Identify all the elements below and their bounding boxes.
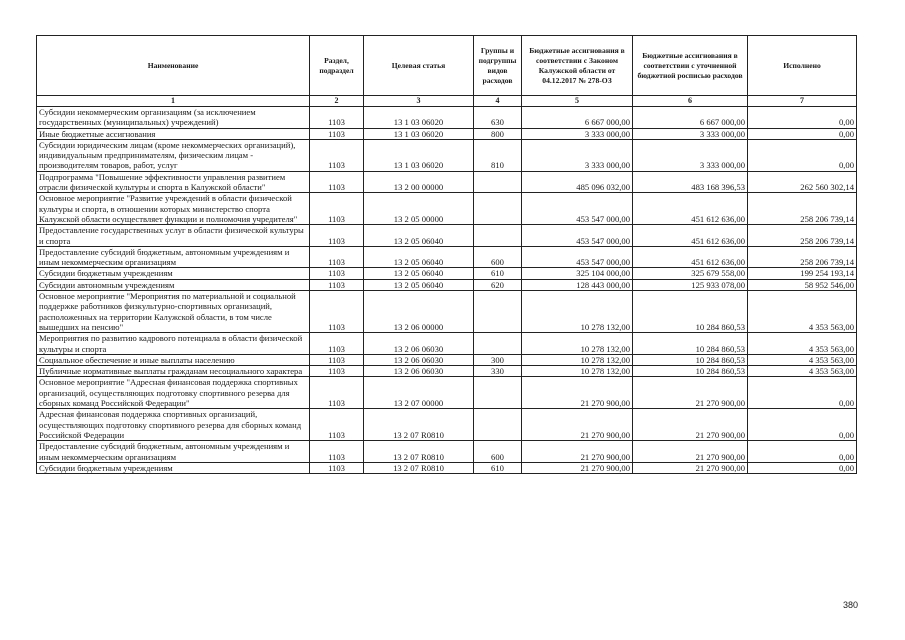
row-executed-amount: 258 206 739,14 bbox=[748, 225, 857, 247]
row-law-amount: 6 667 000,00 bbox=[522, 107, 633, 129]
header-law-allocations: Бюджетные ассигнования в соответствии с Законом Калужской области от 04.12.2017 № 278-ОЗ bbox=[522, 36, 633, 96]
row-roster-amount: 3 333 000,00 bbox=[633, 139, 748, 171]
row-expense-group: 610 bbox=[474, 268, 522, 279]
row-name: Подпрограмма "Повышение эффективности управления развитием отрасли физической культуры и спорта в Калужской области" bbox=[37, 171, 310, 193]
column-number: 6 bbox=[633, 96, 748, 107]
row-target-article: 13 2 05 06040 bbox=[364, 279, 474, 290]
column-number: 1 bbox=[37, 96, 310, 107]
column-number: 2 bbox=[310, 96, 364, 107]
row-section: 1103 bbox=[310, 377, 364, 409]
row-target-article: 13 1 03 06020 bbox=[364, 128, 474, 139]
table-row bbox=[37, 279, 857, 290]
row-target-article: 13 2 07 R0810 bbox=[364, 441, 474, 463]
row-name: Субсидии бюджетным учреждениям bbox=[37, 268, 310, 279]
row-executed-amount: 0,00 bbox=[748, 441, 857, 463]
row-target-article: 13 2 07 00000 bbox=[364, 377, 474, 409]
row-expense-group bbox=[474, 193, 522, 225]
row-executed-amount: 199 254 193,14 bbox=[748, 268, 857, 279]
row-name: Субсидии некоммерческим организациям (за исключением государственных (муниципальных) учреждений) bbox=[37, 107, 310, 129]
row-roster-amount: 21 270 900,00 bbox=[633, 409, 748, 441]
row-law-amount: 10 278 132,00 bbox=[522, 333, 633, 355]
row-roster-amount: 21 270 900,00 bbox=[633, 462, 748, 473]
row-section: 1103 bbox=[310, 354, 364, 365]
row-name: Мероприятия по развитию кадрового потенциала в области физической культуры и спорта bbox=[37, 333, 310, 355]
table-row bbox=[37, 409, 857, 441]
table-row bbox=[37, 441, 857, 463]
row-section: 1103 bbox=[310, 366, 364, 377]
header-row bbox=[37, 36, 857, 96]
row-target-article: 13 2 06 06030 bbox=[364, 333, 474, 355]
table-row bbox=[37, 462, 857, 473]
row-expense-group bbox=[474, 377, 522, 409]
row-section: 1103 bbox=[310, 441, 364, 463]
row-roster-amount: 483 168 396,53 bbox=[633, 171, 748, 193]
table-body bbox=[37, 107, 857, 474]
row-law-amount: 21 270 900,00 bbox=[522, 462, 633, 473]
row-executed-amount: 4 353 563,00 bbox=[748, 354, 857, 365]
row-law-amount: 10 278 132,00 bbox=[522, 366, 633, 377]
row-expense-group: 800 bbox=[474, 128, 522, 139]
row-section: 1103 bbox=[310, 225, 364, 247]
page-number: 380 bbox=[843, 600, 859, 610]
table-row bbox=[37, 225, 857, 247]
row-section: 1103 bbox=[310, 268, 364, 279]
row-law-amount: 453 547 000,00 bbox=[522, 225, 633, 247]
table-row bbox=[37, 139, 857, 171]
table-row bbox=[37, 268, 857, 279]
row-name: Предоставление государственных услуг в области физической культуры и спорта bbox=[37, 225, 310, 247]
row-law-amount: 3 333 000,00 bbox=[522, 139, 633, 171]
row-section: 1103 bbox=[310, 107, 364, 129]
header-roster-allocations: Бюджетные ассигнования в соответствии с уточненной бюджетной росписью расходов bbox=[633, 36, 748, 96]
row-executed-amount: 4 353 563,00 bbox=[748, 291, 857, 333]
row-law-amount: 453 547 000,00 bbox=[522, 246, 633, 268]
row-section: 1103 bbox=[310, 291, 364, 333]
row-expense-group bbox=[474, 225, 522, 247]
row-name: Основное мероприятие "Развитие учреждений в области физической культуры и спорта, в отношении которых министерство спорта Калужской области осуществляет функции и полномочия учредителя" bbox=[37, 193, 310, 225]
row-expense-group: 600 bbox=[474, 441, 522, 463]
row-expense-group bbox=[474, 171, 522, 193]
row-roster-amount: 21 270 900,00 bbox=[633, 441, 748, 463]
header-executed: Исполнено bbox=[748, 36, 857, 96]
row-expense-group: 610 bbox=[474, 462, 522, 473]
row-name: Предоставление субсидий бюджетным, автономным учреждениям и иным некоммерческим организациям bbox=[37, 441, 310, 463]
row-section: 1103 bbox=[310, 409, 364, 441]
table-row bbox=[37, 171, 857, 193]
row-expense-group bbox=[474, 333, 522, 355]
row-section: 1103 bbox=[310, 139, 364, 171]
row-executed-amount: 4 353 563,00 bbox=[748, 366, 857, 377]
row-executed-amount: 0,00 bbox=[748, 128, 857, 139]
row-expense-group bbox=[474, 291, 522, 333]
row-name: Субсидии бюджетным учреждениям bbox=[37, 462, 310, 473]
row-name: Адресная финансовая поддержка спортивных организаций, осуществляющих подготовку спортивного резерва для сборных команд Российской Федерации bbox=[37, 409, 310, 441]
table-row bbox=[37, 333, 857, 355]
row-target-article: 13 2 05 06040 bbox=[364, 225, 474, 247]
row-law-amount: 3 333 000,00 bbox=[522, 128, 633, 139]
row-expense-group: 300 bbox=[474, 354, 522, 365]
row-roster-amount: 21 270 900,00 bbox=[633, 377, 748, 409]
column-number-row bbox=[37, 96, 857, 107]
column-number: 3 bbox=[364, 96, 474, 107]
row-executed-amount: 0,00 bbox=[748, 409, 857, 441]
row-law-amount: 10 278 132,00 bbox=[522, 291, 633, 333]
row-expense-group: 330 bbox=[474, 366, 522, 377]
table-row bbox=[37, 366, 857, 377]
table-row bbox=[37, 291, 857, 333]
row-roster-amount: 10 284 860,53 bbox=[633, 354, 748, 365]
row-roster-amount: 451 612 636,00 bbox=[633, 246, 748, 268]
row-name: Публичные нормативные выплаты гражданам несоциального характера bbox=[37, 366, 310, 377]
row-target-article: 13 2 07 R0810 bbox=[364, 409, 474, 441]
row-law-amount: 21 270 900,00 bbox=[522, 377, 633, 409]
row-executed-amount: 0,00 bbox=[748, 107, 857, 129]
row-roster-amount: 325 679 558,00 bbox=[633, 268, 748, 279]
row-expense-group bbox=[474, 409, 522, 441]
row-section: 1103 bbox=[310, 462, 364, 473]
row-executed-amount: 262 560 302,14 bbox=[748, 171, 857, 193]
table-row bbox=[37, 107, 857, 129]
row-name: Основное мероприятие "Мероприятия по материальной и социальной поддержке работников физкультурно-спортивных организаций, расположенных на территории Калужской области, в том числе вышедших на пенсию" bbox=[37, 291, 310, 333]
row-target-article: 13 2 05 00000 bbox=[364, 193, 474, 225]
row-name: Социальное обеспечение и иные выплаты населению bbox=[37, 354, 310, 365]
row-executed-amount: 4 353 563,00 bbox=[748, 333, 857, 355]
row-roster-amount: 10 284 860,53 bbox=[633, 366, 748, 377]
row-executed-amount: 0,00 bbox=[748, 377, 857, 409]
row-roster-amount: 10 284 860,53 bbox=[633, 291, 748, 333]
column-number: 4 bbox=[474, 96, 522, 107]
row-law-amount: 21 270 900,00 bbox=[522, 409, 633, 441]
row-target-article: 13 2 06 06030 bbox=[364, 366, 474, 377]
row-roster-amount: 125 933 078,00 bbox=[633, 279, 748, 290]
row-section: 1103 bbox=[310, 128, 364, 139]
row-law-amount: 325 104 000,00 bbox=[522, 268, 633, 279]
row-expense-group: 630 bbox=[474, 107, 522, 129]
row-roster-amount: 451 612 636,00 bbox=[633, 225, 748, 247]
row-law-amount: 21 270 900,00 bbox=[522, 441, 633, 463]
row-roster-amount: 10 284 860,53 bbox=[633, 333, 748, 355]
row-target-article: 13 2 05 06040 bbox=[364, 268, 474, 279]
row-executed-amount: 58 952 546,00 bbox=[748, 279, 857, 290]
row-law-amount: 453 547 000,00 bbox=[522, 193, 633, 225]
header-section: Раздел, подраздел bbox=[310, 36, 364, 96]
row-executed-amount: 0,00 bbox=[748, 462, 857, 473]
row-name: Субсидии юридическим лицам (кроме некоммерческих организаций), индивидуальным предпринимателям, физическим лицам - производителям товаров, работ, услуг bbox=[37, 139, 310, 171]
row-name: Субсидии автономным учреждениям bbox=[37, 279, 310, 290]
row-section: 1103 bbox=[310, 171, 364, 193]
column-number: 7 bbox=[748, 96, 857, 107]
row-executed-amount: 258 206 739,14 bbox=[748, 246, 857, 268]
row-target-article: 13 2 06 06030 bbox=[364, 354, 474, 365]
row-name: Основное мероприятие "Адресная финансовая поддержка спортивных организаций, осуществляющих подготовку спортивного резерва для сборных команд Российской Федерации" bbox=[37, 377, 310, 409]
table-row bbox=[37, 354, 857, 365]
row-executed-amount: 0,00 bbox=[748, 139, 857, 171]
header-name: Наименование bbox=[37, 36, 310, 96]
budget-table-sheet bbox=[36, 35, 856, 474]
table-row bbox=[37, 377, 857, 409]
row-law-amount: 128 443 000,00 bbox=[522, 279, 633, 290]
row-section: 1103 bbox=[310, 279, 364, 290]
row-section: 1103 bbox=[310, 333, 364, 355]
row-section: 1103 bbox=[310, 193, 364, 225]
row-section: 1103 bbox=[310, 246, 364, 268]
column-number: 5 bbox=[522, 96, 633, 107]
row-expense-group: 600 bbox=[474, 246, 522, 268]
budget-execution-table bbox=[36, 35, 857, 474]
row-law-amount: 485 096 032,00 bbox=[522, 171, 633, 193]
row-expense-group: 810 bbox=[474, 139, 522, 171]
row-law-amount: 10 278 132,00 bbox=[522, 354, 633, 365]
row-target-article: 13 2 06 00000 bbox=[364, 291, 474, 333]
header-expense-groups: Группы и подгруппы видов расходов bbox=[474, 36, 522, 96]
row-expense-group: 620 bbox=[474, 279, 522, 290]
row-name: Предоставление субсидий бюджетным, автономным учреждениям и иным некоммерческим организациям bbox=[37, 246, 310, 268]
row-target-article: 13 2 05 06040 bbox=[364, 246, 474, 268]
header-target-article: Целевая статья bbox=[364, 36, 474, 96]
row-target-article: 13 2 00 00000 bbox=[364, 171, 474, 193]
row-roster-amount: 451 612 636,00 bbox=[633, 193, 748, 225]
row-name: Иные бюджетные ассигнования bbox=[37, 128, 310, 139]
row-target-article: 13 1 03 06020 bbox=[364, 139, 474, 171]
table-row bbox=[37, 193, 857, 225]
table-row bbox=[37, 128, 857, 139]
row-target-article: 13 2 07 R0810 bbox=[364, 462, 474, 473]
row-target-article: 13 1 03 06020 bbox=[364, 107, 474, 129]
row-roster-amount: 6 667 000,00 bbox=[633, 107, 748, 129]
row-executed-amount: 258 206 739,14 bbox=[748, 193, 857, 225]
row-roster-amount: 3 333 000,00 bbox=[633, 128, 748, 139]
table-row bbox=[37, 246, 857, 268]
